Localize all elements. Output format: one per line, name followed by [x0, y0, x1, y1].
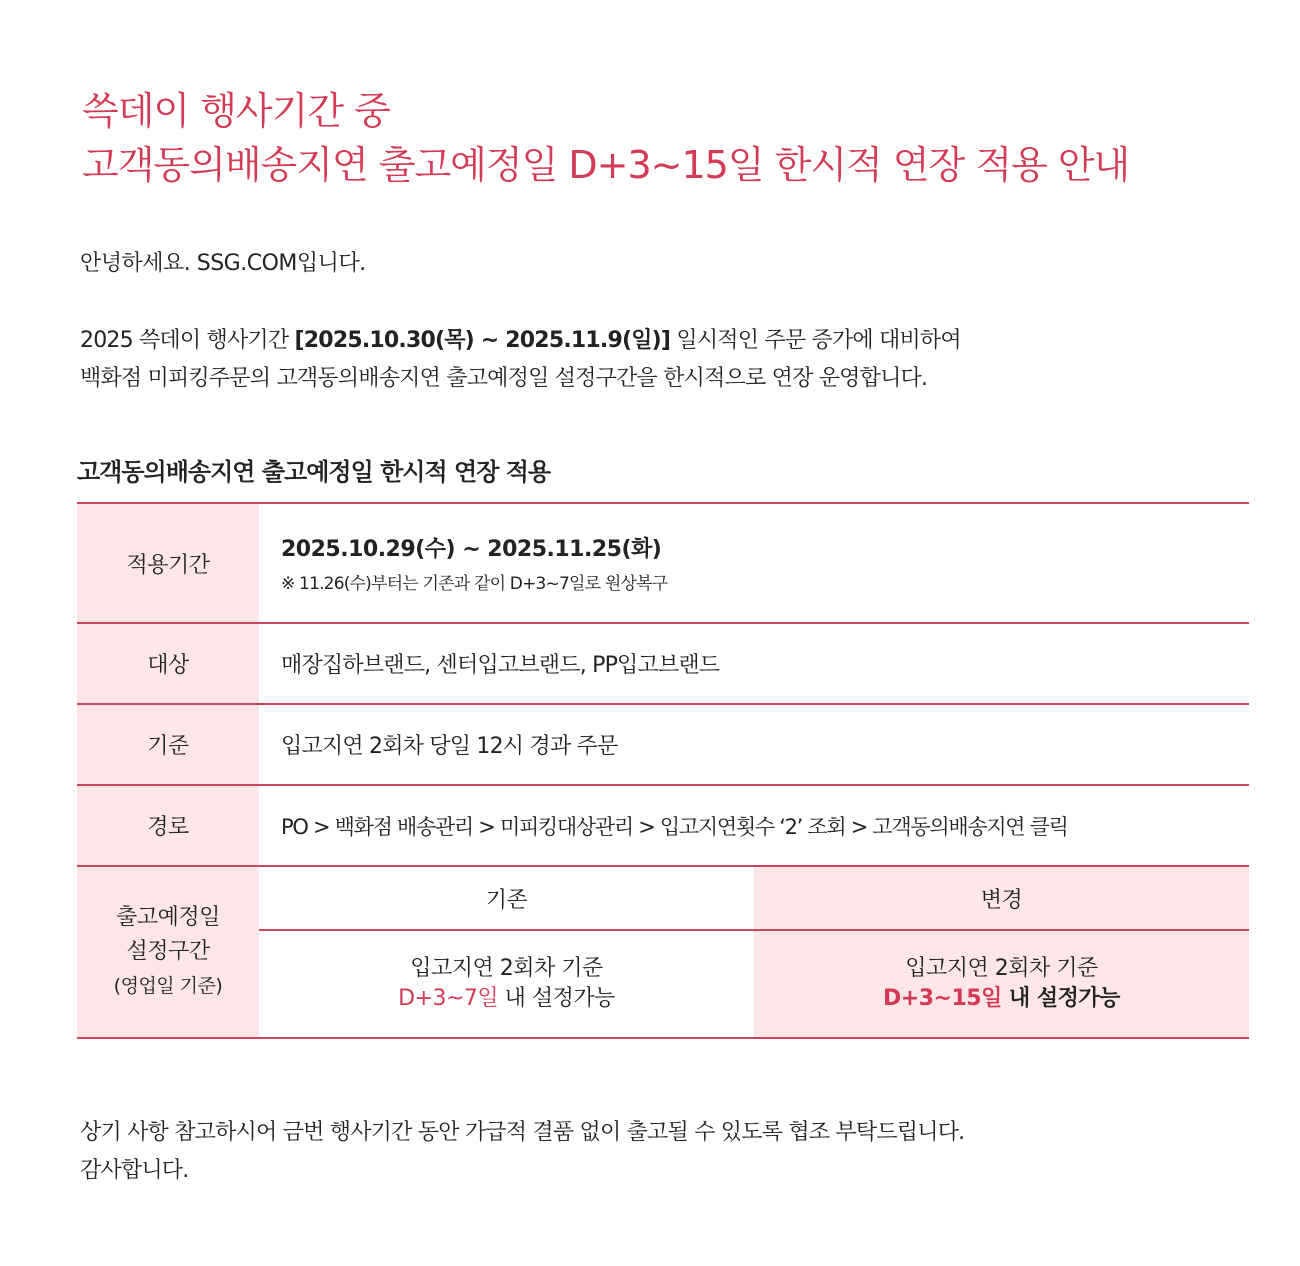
table-row-target [77, 623, 1249, 704]
after-highlight: D+3~15일 [883, 986, 1002, 1011]
greeting-text: 안녕하세요. SSG.COM입니다. [80, 251, 366, 276]
after-line1: 입고지연 2회차 기준 [905, 956, 1098, 981]
period-label: 적용기간 [77, 503, 259, 623]
range-label-line2: 설정구간 [126, 939, 210, 964]
intro-paragraph [80, 322, 961, 398]
before-value [259, 930, 754, 1037]
intro-line1 [80, 322, 961, 360]
table-row-period [77, 503, 1249, 623]
range-body-row [259, 930, 1249, 1037]
before-suffix: 내 설정가능 [498, 986, 615, 1011]
notice-title-line2: 고객동의배송지연 출고예정일 D+3~15일 한시적 연장 적용 안내 [82, 143, 1130, 187]
range-label-line3: (영업일 기준) [113, 975, 223, 997]
table-row-criteria [77, 704, 1249, 785]
section-title: 고객동의배송지연 출고예정일 한시적 연장 적용 [77, 458, 551, 486]
intro-line2: 백화점 미피킹주문의 고객동의배송지연 출고예정일 설정구간을 한시적으로 연장 운영합니다. [80, 366, 928, 391]
period-note: ※ 11.26(수)부터는 기존과 같이 D+3~7일로 원상복구 [281, 574, 668, 594]
target-label: 대상 [77, 623, 259, 704]
route-label: 경로 [77, 785, 259, 866]
closing-paragraph [80, 1114, 964, 1190]
intro-line1-suffix: 일시적인 주문 증가에 대비하여 [670, 328, 961, 353]
range-compare-cell [259, 866, 1249, 1038]
period-value-cell [259, 503, 1249, 623]
before-highlight: D+3~7일 [398, 986, 499, 1011]
event-period: [2025.10.30(목) ~ 2025.11.9(일)] [294, 328, 671, 353]
info-table [77, 502, 1249, 1039]
before-line2 [259, 984, 754, 1014]
notice-title-line1: 쓱데이 행사기간 중 [82, 89, 390, 133]
before-line1: 입고지연 2회차 기준 [410, 956, 603, 981]
target-value: 매장집하브랜드, 센터입고브랜드, PP입고브랜드 [259, 623, 1249, 704]
table-row-route [77, 785, 1249, 866]
criteria-label: 기준 [77, 704, 259, 785]
intro-line1-prefix: 2025 쓱데이 행사기간 [80, 328, 295, 353]
after-header: 변경 [754, 867, 1249, 930]
criteria-value: 입고지연 2회차 당일 12시 경과 주문 [259, 704, 1249, 785]
range-label [77, 866, 259, 1038]
before-header: 기존 [259, 867, 754, 930]
after-suffix: 내 설정가능 [1001, 986, 1120, 1011]
table-row-range [77, 866, 1249, 1038]
closing-line1: 상기 사항 참고하시어 금번 행사기간 동안 가급적 결품 없이 출고될 수 있도록 협조 부탁드립니다. [80, 1120, 965, 1145]
range-header-row [259, 867, 1249, 930]
after-line2 [754, 984, 1249, 1014]
range-compare-table [259, 867, 1249, 1037]
route-value: PO > 백화점 배송관리 > 미피킹대상관리 > 입고지연횟수 ‘2’ 조회 > 고객동의배송지연 클릭 [259, 785, 1249, 866]
after-value [754, 930, 1249, 1037]
notice-title [82, 84, 1129, 192]
range-label-line1: 출고예정일 [116, 905, 220, 930]
closing-line2: 감사합니다. [80, 1158, 189, 1183]
period-value: 2025.10.29(수) ~ 2025.11.25(화) [281, 537, 662, 562]
